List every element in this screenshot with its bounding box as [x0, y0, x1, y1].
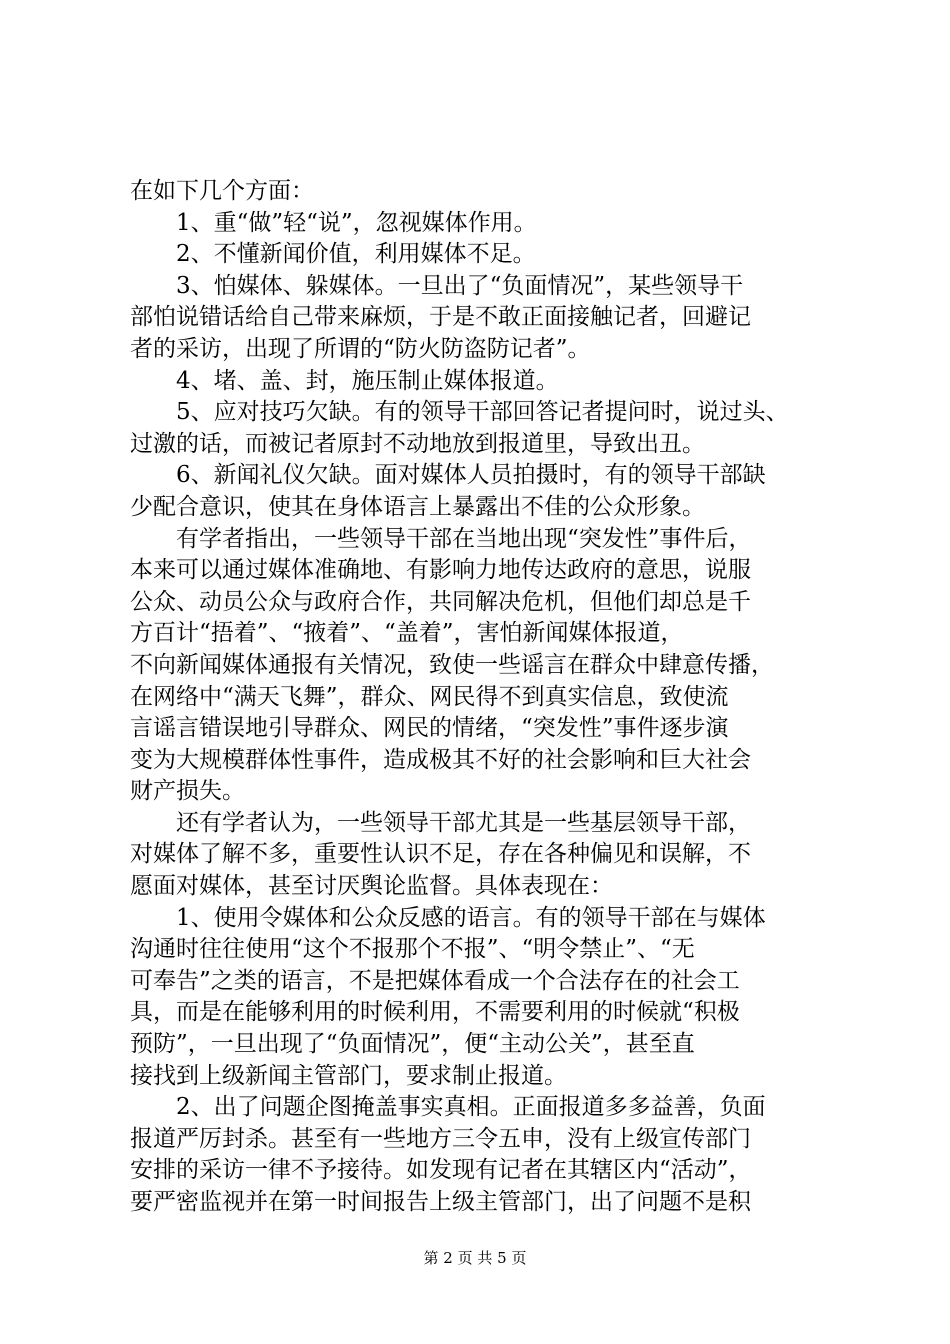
- document-body: [130, 176, 830, 1219]
- text-line: 5、应对技巧欠缺。有的领导干部回答记者提问时，说过头、: [176, 399, 789, 426]
- page-footer: 第 2 页 共 5 页: [423, 1249, 527, 1267]
- text-line: 具，而是在能够利用的时候利用，不需要利用的时候就“积极: [130, 999, 740, 1026]
- text-line: 不向新闻媒体通报有关情况，致使一些谣言在群众中肆意传播，: [130, 651, 774, 678]
- text-line: 报道严厉封杀。甚至有一些地方三令五申，没有上级宣传部门: [130, 1125, 751, 1152]
- text-line: 1、重“做”轻“说”，忽视媒体作用。: [176, 209, 537, 236]
- text-line: 过激的话，而被记者原封不动地放到报道里，导致出丑。: [130, 430, 705, 457]
- text-line: 财产损失。: [130, 778, 245, 805]
- text-line: 接找到上级新闻主管部门，要求制止报道。: [130, 1062, 567, 1089]
- text-line: 本来可以通过媒体准确地、有影响力地传达政府的意思，说服: [130, 557, 751, 584]
- text-line: 可奉告”之类的语言，不是把媒体看成一个合法存在的社会工: [130, 967, 740, 994]
- text-line: 方百计“捂着”、“掖着”、“盖着”，害怕新闻媒体报道，: [130, 620, 684, 647]
- text-line: 还有学者认为，一些领导干部尤其是一些基层领导干部，: [176, 809, 751, 836]
- text-line: 预防”，一旦出现了“负面情况”，便“主动公关”，甚至直: [130, 1031, 695, 1058]
- text-line: 6、新闻礼仪欠缺。面对媒体人员拍摄时，有的领导干部缺: [176, 462, 766, 489]
- text-line: 2、不懂新闻价值，利用媒体不足。: [176, 241, 536, 268]
- text-line: 者的采访，出现了所谓的“防火防盗防记者”。: [130, 335, 591, 362]
- text-line: 在如下几个方面：: [130, 178, 314, 204]
- text-line: 在网络中“满天飞舞”，群众、网民得不到真实信息，致使流: [130, 683, 729, 710]
- text-line: 对媒体了解不多，重要性认识不足，存在各种偏见和误解，不: [130, 841, 751, 868]
- text-line: 2、出了问题企图掩盖事实真相。正面报道多多益善，负面: [176, 1094, 766, 1121]
- text-line: 有学者指出，一些领导干部在当地出现“突发性”事件后，: [176, 525, 752, 552]
- text-line: 部怕说错话给自己带来麻烦，于是不敢正面接触记者，回避记: [130, 304, 751, 331]
- text-line: 言谣言错误地引导群众、网民的情绪，“突发性”事件逐步演: [130, 715, 729, 742]
- text-line: 1、使用令媒体和公众反感的语言。有的领导干部在与媒体: [176, 904, 766, 931]
- text-line: 安排的采访一律不予接待。如发现有记者在其辖区内“活动”，: [130, 1157, 752, 1184]
- text-line: 4、堵、盖、封，施压制止媒体报道。: [176, 367, 559, 394]
- text-line: 3、怕媒体、躲媒体。一旦出了“负面情况”，某些领导干: [176, 272, 744, 299]
- text-line: 沟通时往往使用“这个不报那个不报”、“明令禁止”、“无: [130, 936, 695, 963]
- text-line: 公众、动员公众与政府合作，共同解决危机，但他们却总是千: [130, 588, 751, 615]
- text-line: 愿面对媒体，甚至讨厌舆论监督。具体表现在：: [130, 873, 613, 900]
- text-line: 少配合意识，使其在身体语言上暴露出不佳的公众形象。: [130, 493, 705, 520]
- text-line: 要严密监视并在第一时间报告上级主管部门，出了问题不是积: [130, 1189, 751, 1215]
- text-line: 变为大规模群体性事件，造成极其不好的社会影响和巨大社会: [130, 746, 751, 773]
